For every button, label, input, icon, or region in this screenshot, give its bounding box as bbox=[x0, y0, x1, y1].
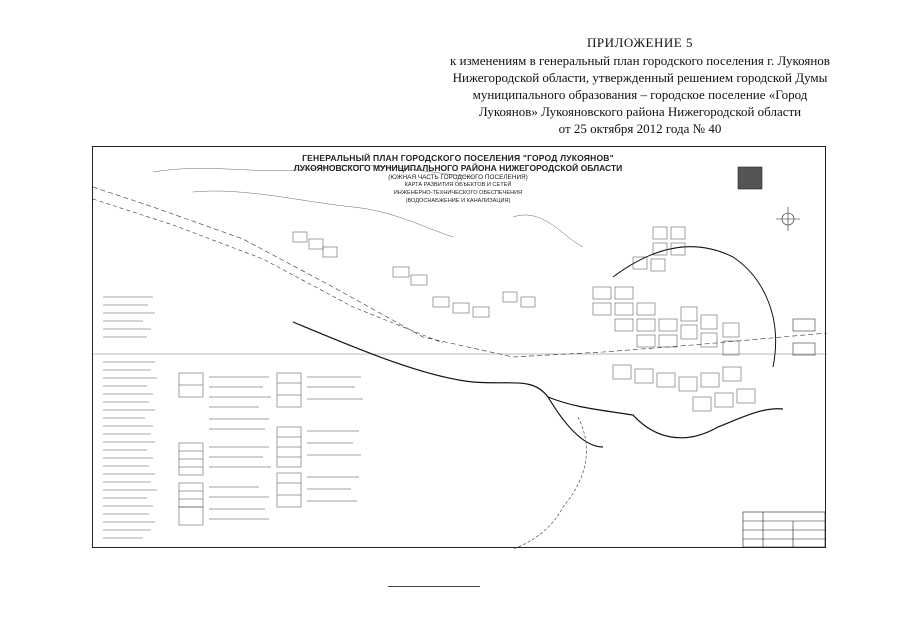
legend-swatch bbox=[793, 343, 815, 355]
settlement-blocks bbox=[293, 232, 535, 317]
railway-line bbox=[93, 199, 443, 343]
map-title-block bbox=[273, 153, 643, 205]
appendix-title: ПРИЛОЖЕНИЕ 5 bbox=[587, 35, 693, 50]
map-title: ГЕНЕРАЛЬНЫЙ ПЛАН ГОРОДСКОГО ПОСЕЛЕНИЯ "ГОРОД ЛУКОЯНОВ" bbox=[302, 153, 614, 163]
legend-column bbox=[103, 297, 157, 538]
appendix-header bbox=[440, 34, 840, 137]
hatched-zone bbox=[738, 167, 762, 189]
town-blocks bbox=[593, 227, 755, 411]
footer-rule bbox=[388, 586, 480, 587]
map-subtitle: КАРТА РАЗВИТИЯ ОБЪЕКТОВ И СЕТЕЙ bbox=[404, 182, 512, 188]
appendix-text-line: к изменениям в генеральный план городского поселения г. Лукоянов bbox=[450, 53, 830, 68]
appendix-text-line: Лукоянов» Лукояновского района Нижегородской области bbox=[478, 104, 802, 119]
legend-swatch bbox=[793, 319, 815, 331]
appendix-text-line: Нижегородской области, утвержденный решением городской Думы bbox=[452, 70, 828, 85]
map-title-part: (ЮЖНАЯ ЧАСТЬ ГОРОДСКОГО ПОСЕЛЕНИЯ) bbox=[388, 174, 528, 181]
river-line bbox=[513, 417, 586, 549]
appendix-text-line: муниципального образования – городское поселение «Город bbox=[472, 87, 808, 102]
map-title-region: ЛУКОЯНОВСКОГО МУНИЦИПАЛЬНОГО РАЙОНА НИЖЕГОРОДСКОЙ ОБЛАСТИ bbox=[293, 163, 623, 173]
appendix-date: от 25 октября 2012 года № 40 bbox=[558, 121, 722, 136]
map-subtitle: ИНЖЕНЕРНО-ТЕХНИЧЕСКОГО ОБЕСПЕЧЕНИЯ bbox=[393, 190, 523, 196]
title-block bbox=[743, 512, 825, 547]
general-plan-map-sheet bbox=[92, 146, 826, 548]
boundary-line bbox=[293, 322, 603, 447]
contour-line bbox=[513, 215, 583, 247]
map-drawing bbox=[93, 147, 827, 549]
railway-line bbox=[93, 187, 827, 357]
legend-table bbox=[179, 373, 363, 525]
map-subtitle: (ВОДОСНАБЖЕНИЕ И КАНАЛИЗАЦИЯ) bbox=[405, 198, 511, 204]
